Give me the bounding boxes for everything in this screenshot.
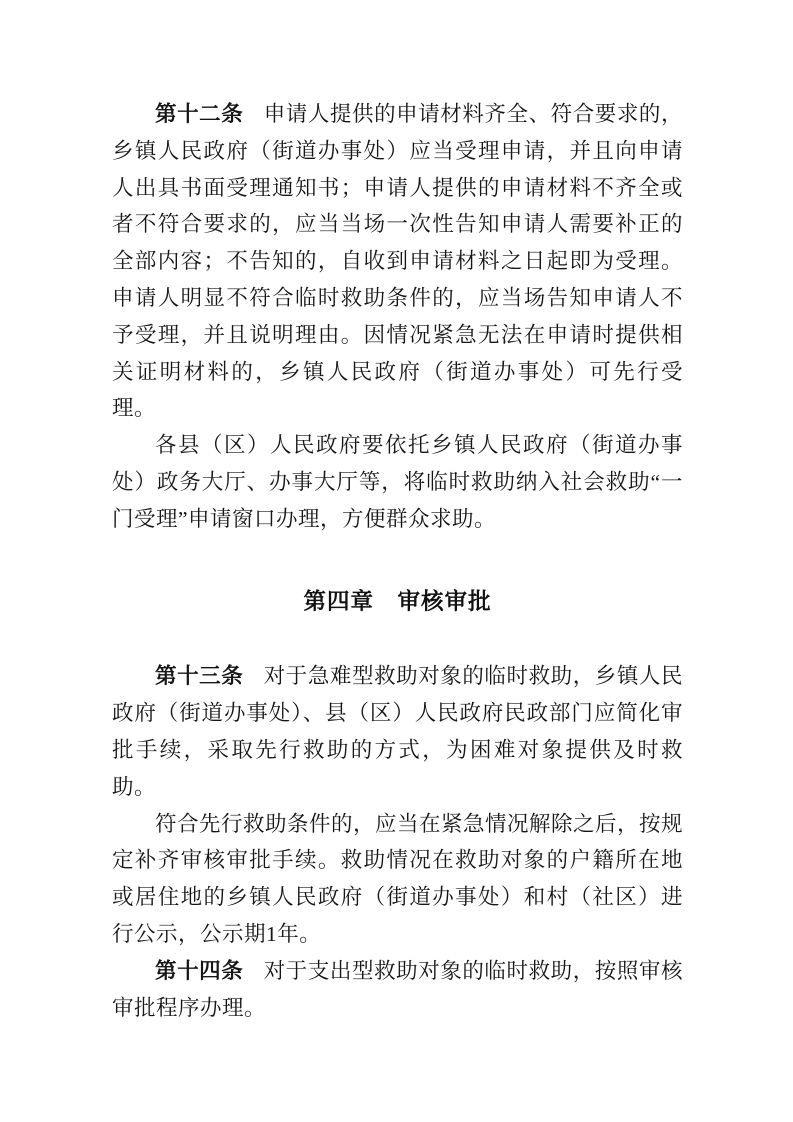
article-number: 第十四条 xyxy=(155,958,244,983)
paragraph xyxy=(112,427,683,537)
article-number: 第十二条 xyxy=(155,102,244,126)
paragraph xyxy=(112,658,683,805)
paragraph-text: 对于支出型救助对象的临时救助，按照审核审批程序办理。 xyxy=(112,958,683,1020)
article-number: 第十三条 xyxy=(155,664,244,689)
paragraph-text: 各县（区）人民政府要依托乡镇人民政府（街道办事处）政务大厅、办事大厅等，将临时救助纳入社会救助“一门受理”申请窗口办理，方便群众求助。 xyxy=(112,433,683,531)
paragraph-text: 对于急难型救助对象的临时救助，乡镇人民政府（街道办事处）、县（区）人民政府民政部门应简化审批手续，采取先行救助的方式，为困难对象提供及时救助。 xyxy=(112,664,683,799)
paragraph-text: 符合先行救助条件的，应当在紧急情况解除之后，按规定补齐审核审批手续。救助情况在救助对象的户籍所在地或居住地的乡镇人民政府（街道办事处）和村（社区）进行公示，公示期1年。 xyxy=(112,811,684,946)
chapter-heading: 第四章 审核审批 xyxy=(303,588,492,614)
paragraph xyxy=(112,96,683,427)
paragraph xyxy=(112,953,683,1027)
paragraph-text: 申请人提供的申请材料齐全、符合要求的，乡镇人民政府（街道办事处）应当受理申请，并且向申请人出具书面受理通知书；申请人提供的申请材料不齐全或者不符合要求的，应当当场一次性告知申请人需要补正的全部内容；不告知的，自收到申请材料之日起即为受理。申请人明显不符合临时救助条件的，应当场告知申请人不予受理，并且说明理由。因情况紧急无法在申请时提供相关证明材料的，乡镇人民政府（街道办事处）可先行受理。 xyxy=(112,102,683,421)
paragraph xyxy=(112,806,683,953)
